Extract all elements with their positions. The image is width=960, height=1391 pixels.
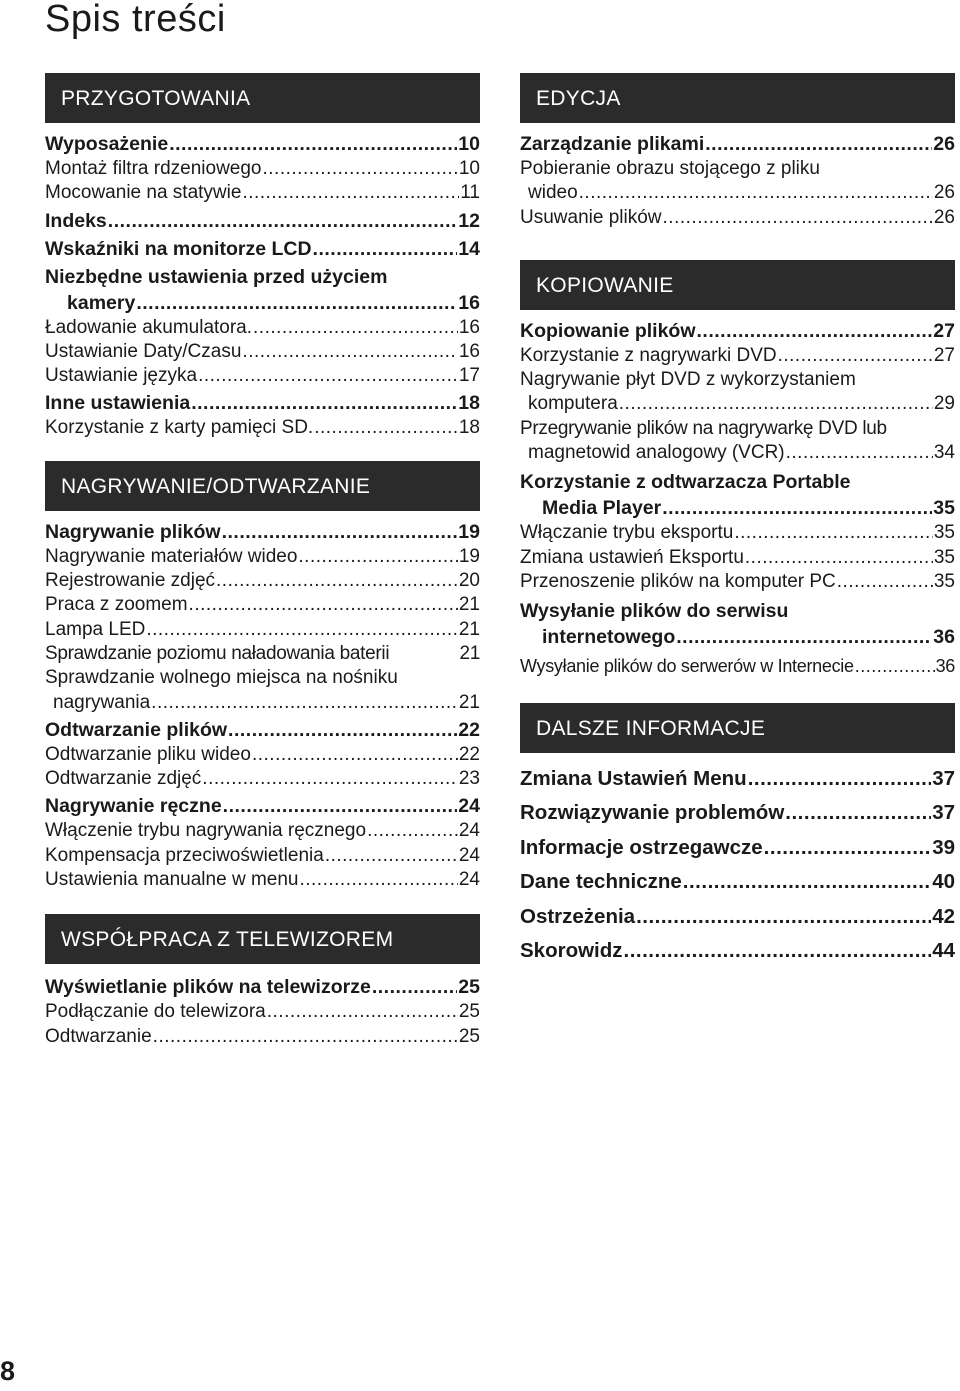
entry-page: 18 xyxy=(458,392,480,415)
entry-label-line2: internetowego xyxy=(542,626,676,649)
toc-entry[interactable] xyxy=(520,546,955,570)
entry-page: 27 xyxy=(933,344,955,366)
toc-entry[interactable] xyxy=(45,819,480,843)
entry-page: 35 xyxy=(933,570,955,592)
entry-page: 20 xyxy=(458,570,480,592)
toc-entry[interactable] xyxy=(45,157,480,181)
entry-label: Indeks xyxy=(45,209,107,232)
toc-entry[interactable] xyxy=(45,868,480,892)
toc-entry[interactable] xyxy=(520,521,955,545)
entry-page: 35 xyxy=(933,522,955,544)
entry-page: 36 xyxy=(935,656,955,677)
entry-label: Rozwiązywanie problemów xyxy=(520,801,785,825)
entry-label: Kopiowanie plików xyxy=(520,319,696,342)
entry-label-line2: nagrywania xyxy=(53,691,151,713)
toc-entry[interactable] xyxy=(520,866,955,899)
toc-entry[interactable] xyxy=(45,717,480,743)
entry-label: Przenoszenie plików na komputer PC xyxy=(520,570,836,592)
entry-page: 22 xyxy=(458,743,480,765)
entry-page: 26 xyxy=(933,206,955,228)
entry-page: 11 xyxy=(460,182,480,204)
entry-label-line2: Media Player xyxy=(542,497,662,520)
entry-page: 42 xyxy=(932,904,955,928)
toc-entry[interactable] xyxy=(45,264,480,316)
entry-label-line1: Korzystanie z odtwarzacza Portable xyxy=(520,471,851,494)
toc-entry[interactable] xyxy=(520,318,955,344)
entry-label: Inne ustawienia xyxy=(45,392,191,415)
entry-label-line1: Niezbędne ustawienia przed użyciem xyxy=(45,265,388,288)
entry-label: Nagrywanie ręczne xyxy=(45,795,222,818)
toc-entry[interactable] xyxy=(45,316,480,340)
entry-page: 19 xyxy=(458,545,480,567)
toc-entry[interactable] xyxy=(45,519,480,545)
toc-entry[interactable] xyxy=(520,206,955,230)
entry-label: Informacje ostrzegawcze xyxy=(520,835,763,859)
section-header-edycja: EDYCJA xyxy=(520,73,955,123)
entry-label: Ustawianie języka xyxy=(45,365,198,387)
section-wspolpraca-z-telewizorem xyxy=(45,974,480,1049)
toc-entry[interactable] xyxy=(45,181,480,205)
entry-label: Korzystanie z nagrywarki DVD xyxy=(520,344,777,366)
toc-entry[interactable] xyxy=(45,642,480,666)
entry-label: Zmiana ustawień Eksportu xyxy=(520,546,744,568)
entry-page: 18 xyxy=(458,417,480,439)
entry-page: 25 xyxy=(458,1001,480,1023)
entry-page: 35 xyxy=(933,546,955,568)
entry-label: Włączanie trybu eksportu xyxy=(520,522,734,544)
entry-page: 34 xyxy=(933,442,955,464)
entry-label: Sprawdzanie poziomu naładowania baterii xyxy=(45,642,390,664)
section-header-kopiowanie: KOPIOWANIE xyxy=(520,260,955,310)
entry-page: 10 xyxy=(458,158,480,179)
toc-entry[interactable] xyxy=(45,1000,480,1024)
toc-entry[interactable] xyxy=(45,666,480,715)
toc-entry[interactable] xyxy=(520,417,955,466)
entry-page: 26 xyxy=(933,133,955,155)
entry-page: 40 xyxy=(932,870,955,894)
section-header-dalsze-informacje: DALSZE INFORMACJE xyxy=(520,703,955,753)
entry-label-line1: Przegrywanie plików na nagrywarkę DVD lub xyxy=(520,417,887,439)
toc-entry[interactable] xyxy=(45,390,480,416)
entry-page: 24 xyxy=(458,795,480,818)
toc-entry[interactable] xyxy=(45,618,480,642)
entry-label: Odtwarzanie zdjęć xyxy=(45,768,202,790)
toc-entry[interactable] xyxy=(45,1025,480,1049)
entry-label: Ładowanie akumulatora. xyxy=(45,316,253,338)
section-dalsze-informacje xyxy=(520,763,955,968)
entry-label: Korzystanie z karty pamięci SD. xyxy=(45,417,314,439)
entry-label: Wskaźniki na monitorze LCD xyxy=(45,237,312,260)
entry-label-line2: kamery xyxy=(67,291,136,314)
entry-label-line2: wideo xyxy=(528,182,578,204)
entry-page: 25 xyxy=(458,1025,480,1047)
toc-entry[interactable] xyxy=(520,654,955,678)
entry-label: Skorowidz xyxy=(520,939,623,963)
toc-entry[interactable] xyxy=(520,157,955,206)
section-przygotowania xyxy=(45,131,480,441)
entry-label: Zmiana Ustawień Menu xyxy=(520,766,747,790)
entry-label: Włączenie trybu nagrywania ręcznego xyxy=(45,820,367,842)
entry-label: Ostrzeżenia xyxy=(520,904,636,928)
toc-entry[interactable] xyxy=(520,832,955,865)
entry-label: Zarządzanie plikami xyxy=(520,133,705,155)
entry-label: Rejestrowanie zdjęć xyxy=(45,570,216,592)
entry-page: 21 xyxy=(459,642,480,664)
toc-entry[interactable] xyxy=(45,569,480,593)
toc-entry[interactable] xyxy=(520,598,955,650)
toc-entry[interactable] xyxy=(45,593,480,617)
toc-entry[interactable] xyxy=(45,767,480,791)
entry-label-line2: magnetowid analogowy (VCR) xyxy=(528,442,785,464)
toc-entry[interactable] xyxy=(520,797,955,830)
toc-entry[interactable] xyxy=(520,935,955,968)
entry-page: 14 xyxy=(458,237,480,260)
entry-page: 37 xyxy=(932,766,955,790)
entry-label: Kompensacja przeciwoświetlenia xyxy=(45,844,324,866)
toc-entry[interactable] xyxy=(45,364,480,388)
entry-label: Nagrywanie plików xyxy=(45,520,221,543)
entry-page: 35 xyxy=(933,497,955,520)
entry-label: Odtwarzanie pliku wideo xyxy=(45,743,251,765)
entry-page: 27 xyxy=(933,319,955,342)
entry-label: Wyświetlanie plików na telewizorze xyxy=(45,976,371,999)
entry-page: 26 xyxy=(933,182,955,204)
entry-page: 21 xyxy=(458,594,480,616)
toc-entry[interactable] xyxy=(520,368,955,417)
entry-page: 24 xyxy=(458,820,480,842)
toc-entry[interactable] xyxy=(45,131,480,157)
toc-left-column xyxy=(45,73,480,1069)
entry-page: 23 xyxy=(458,768,480,790)
entry-page: 21 xyxy=(458,618,480,640)
entry-label-line1: Nagrywanie płyt DVD z wykorzystaniem xyxy=(520,369,856,391)
entry-label: Wyposażenie xyxy=(45,133,169,155)
entry-page: 19 xyxy=(458,520,480,543)
entry-label: Odtwarzanie xyxy=(45,1025,152,1047)
toc-entry[interactable] xyxy=(45,793,480,819)
entry-label: Wysyłanie plików do serwerów w Internecie xyxy=(520,656,854,677)
entry-label: Praca z zoomem xyxy=(45,594,188,616)
toc-entry[interactable] xyxy=(520,763,955,796)
entry-label: Odtwarzanie plików xyxy=(45,718,228,741)
entry-label: Dane techniczne xyxy=(520,870,682,894)
entry-page: 44 xyxy=(932,939,955,963)
toc-entry[interactable] xyxy=(520,131,955,157)
entry-label: Usuwanie plików xyxy=(520,206,662,228)
entry-page: 17 xyxy=(458,365,480,387)
toc-entry[interactable] xyxy=(45,844,480,868)
entry-label: Podłączanie do telewizora xyxy=(45,1001,266,1023)
section-edycja xyxy=(520,131,955,230)
page-number: 8 xyxy=(0,1356,16,1386)
entry-page: 25 xyxy=(458,976,480,999)
entry-page: 37 xyxy=(932,801,955,825)
toc-entry[interactable] xyxy=(45,416,480,440)
entry-label: Montaż filtra rdzeniowego xyxy=(45,158,262,179)
entry-page: 24 xyxy=(458,844,480,866)
entry-label: Nagrywanie materiałów wideo xyxy=(45,545,298,567)
entry-label-line1: Sprawdzanie wolnego miejsca na nośniku xyxy=(45,667,398,689)
section-kopiowanie xyxy=(520,318,955,679)
entry-label: Ustawienia manualne w menu xyxy=(45,869,299,891)
entry-label-line1: Pobieranie obrazu stojącego z pliku xyxy=(520,158,820,179)
page-title: Spis treści xyxy=(45,0,226,40)
toc-entry[interactable] xyxy=(45,236,480,262)
entry-label-line1: Wysyłanie plików do serwisu xyxy=(520,600,789,623)
entry-page: 10 xyxy=(458,133,480,155)
entry-page: 36 xyxy=(933,626,955,649)
toc-entry[interactable] xyxy=(45,974,480,1000)
entry-page: 22 xyxy=(458,718,480,741)
entry-page: 16 xyxy=(458,291,480,314)
entry-page: 24 xyxy=(458,869,480,891)
entry-page: 21 xyxy=(458,691,480,713)
section-header-wspolpraca-z-telewizorem: WSPÓŁPRACA Z TELEWIZOREM xyxy=(45,914,480,964)
section-nagrywanie-odtwarzanie xyxy=(45,519,480,893)
entry-label-line2: komputera xyxy=(528,393,618,415)
toc-entry[interactable] xyxy=(45,340,480,364)
toc-entry[interactable] xyxy=(520,469,955,521)
toc-entry[interactable] xyxy=(520,344,955,368)
entry-label: Lampa LED xyxy=(45,618,146,640)
entry-label: Ustawianie Daty/Czasu xyxy=(45,340,242,362)
entry-page: 16 xyxy=(458,340,480,362)
section-header-przygotowania: PRZYGOTOWANIA xyxy=(45,73,480,123)
toc-entry[interactable] xyxy=(520,570,955,594)
toc-entry[interactable] xyxy=(45,545,480,569)
entry-page: 16 xyxy=(458,316,480,338)
entry-page: 39 xyxy=(932,835,955,859)
entry-page: 12 xyxy=(458,209,480,232)
section-header-nagrywanie-odtwarzanie: NAGRYWANIE/ODTWARZANIE xyxy=(45,461,480,511)
toc-right-column xyxy=(520,73,955,988)
toc-entry[interactable] xyxy=(520,901,955,934)
toc-entry[interactable] xyxy=(45,208,480,234)
toc-entry[interactable] xyxy=(45,743,480,767)
entry-page: 29 xyxy=(933,393,955,415)
entry-label: Mocowanie na statywie xyxy=(45,182,242,204)
